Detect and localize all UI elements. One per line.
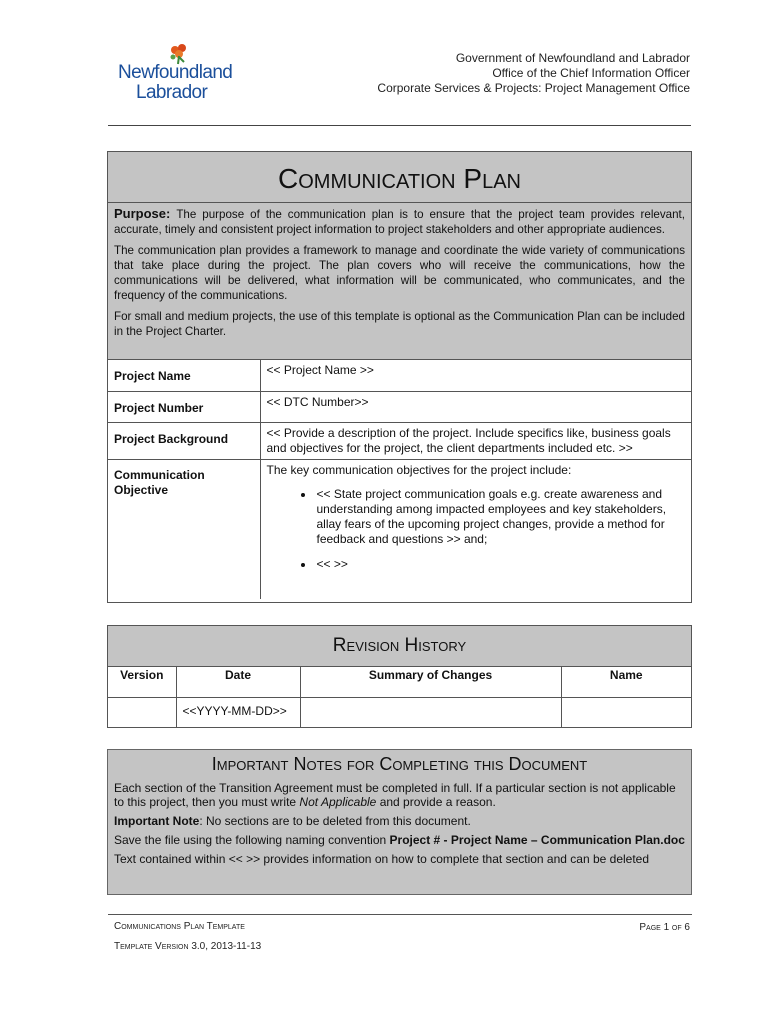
- nl-logo: [116, 42, 236, 106]
- purpose-paragraph-1: [114, 206, 685, 237]
- version-cell[interactable]: [108, 697, 176, 728]
- notes-paragraph-1: [114, 781, 685, 809]
- table-row: [108, 459, 691, 599]
- footer-page-number: Page 1 of 6: [639, 922, 690, 933]
- important-notes-title: Important Notes for Completing this Document: [211, 754, 588, 774]
- communication-objective-label: [108, 459, 260, 599]
- communication-plan-box: [107, 151, 692, 603]
- notes-text: Save the file using the following naming convention: [114, 833, 390, 847]
- header-divider: [108, 125, 691, 126]
- date-cell[interactable]: <<YYYY-MM-DD>>: [176, 697, 300, 728]
- column-header-name: Name: [561, 667, 691, 697]
- project-number-field[interactable]: << DTC Number>>: [260, 391, 691, 422]
- header-line-ocio: Office of the Chief Information Officer: [492, 66, 690, 80]
- list-item: • << >>: [315, 557, 686, 572]
- important-note-label: Important Note: [114, 814, 200, 828]
- list-item: • << State project communication goals e.g. create awareness and understanding among impacted employees and key stakeholders, allay fears of the upcoming project changes, provide a method for feedback and questions >> and;: [315, 487, 686, 547]
- purpose-text-1: The purpose of the communication plan is to ensure that the project team provides relevant, accurate, timely and consistent project information to project stakeholders and other appropriate audiences.: [114, 208, 685, 236]
- logo-text-newfoundland: Newfoundland: [118, 62, 233, 83]
- header-line-pmo: Corporate Services & Projects: Project Management Office: [377, 81, 690, 95]
- purpose-paragraph-2: The communication plan provides a framework to manage and coordinate the wide variety of communications that take place during the project. The plan covers who will receive the communications, how the communications will be delivered, what information will be communicated, who communicates, and the frequency of the communications.: [114, 244, 685, 302]
- notes-text: Each section of the Transition Agreement must be completed in full. If a particular section is not applicable to this project, then you must write: [114, 781, 676, 809]
- table-row: [108, 391, 691, 422]
- project-background-label: Project Background: [108, 422, 260, 459]
- footer-template-name: Communications Plan Template: [114, 921, 245, 932]
- notes-text: and provide a reason.: [376, 795, 496, 809]
- notes-emphasis: Not Applicable: [299, 795, 377, 809]
- communication-objective-label-line-2: Objective: [114, 482, 169, 497]
- objective-list: [267, 487, 686, 572]
- project-info-table: [108, 360, 691, 599]
- header-line-government: Government of Newfoundland and Labrador: [455, 51, 690, 65]
- notes-paragraph-2: [114, 814, 685, 828]
- revision-history-table: [108, 667, 691, 728]
- table-row: [108, 697, 691, 728]
- name-cell[interactable]: [561, 697, 691, 728]
- project-background-field[interactable]: << Provide a description of the project. Include specifics like, business goals and objectives for the project, the client departments included etc. >>: [260, 422, 691, 459]
- important-notes-body: [108, 778, 691, 866]
- column-header-date: Date: [176, 667, 300, 697]
- revision-history-box: [107, 625, 692, 728]
- summary-cell[interactable]: [300, 697, 561, 728]
- column-header-version: Version: [108, 667, 176, 697]
- notes-text: : No sections are to be deleted from this document.: [199, 814, 471, 828]
- purpose-label: Purpose:: [114, 206, 171, 221]
- table-header-row: [108, 667, 691, 697]
- footer-template-version: Template Version 3.0, 2013-11-13: [114, 941, 262, 952]
- project-name-label: Project Name: [108, 360, 260, 391]
- communication-objective-field[interactable]: [260, 459, 691, 599]
- purpose-paragraph-3: For small and medium projects, the use of this template is optional as the Communication Plan can be included in the Project Charter.: [114, 310, 685, 338]
- header-org-block: [377, 51, 690, 96]
- project-number-label: Project Number: [108, 391, 260, 422]
- communication-objective-label-line-1: Communication: [114, 467, 205, 482]
- revision-history-title: Revision History: [108, 626, 691, 667]
- notes-paragraph-3: [114, 833, 685, 847]
- footer-template-info: [114, 917, 261, 957]
- purpose-section: [108, 203, 691, 360]
- important-notes-box: [107, 749, 692, 895]
- table-row: [108, 360, 691, 391]
- page-title: Communication Plan: [108, 152, 691, 203]
- column-header-summary: Summary of Changes: [300, 667, 561, 697]
- table-row: [108, 422, 691, 459]
- naming-convention: Project # - Project Name – Communication Plan.doc: [389, 833, 685, 847]
- project-name-field[interactable]: << Project Name >>: [260, 360, 691, 391]
- notes-paragraph-4: Text contained within << >> provides information on how to complete that section and can be deleted: [114, 852, 650, 866]
- footer-divider: [108, 914, 692, 915]
- objective-intro: The key communication objectives for the project include:: [266, 462, 572, 477]
- logo-text-labrador: Labrador: [136, 82, 208, 103]
